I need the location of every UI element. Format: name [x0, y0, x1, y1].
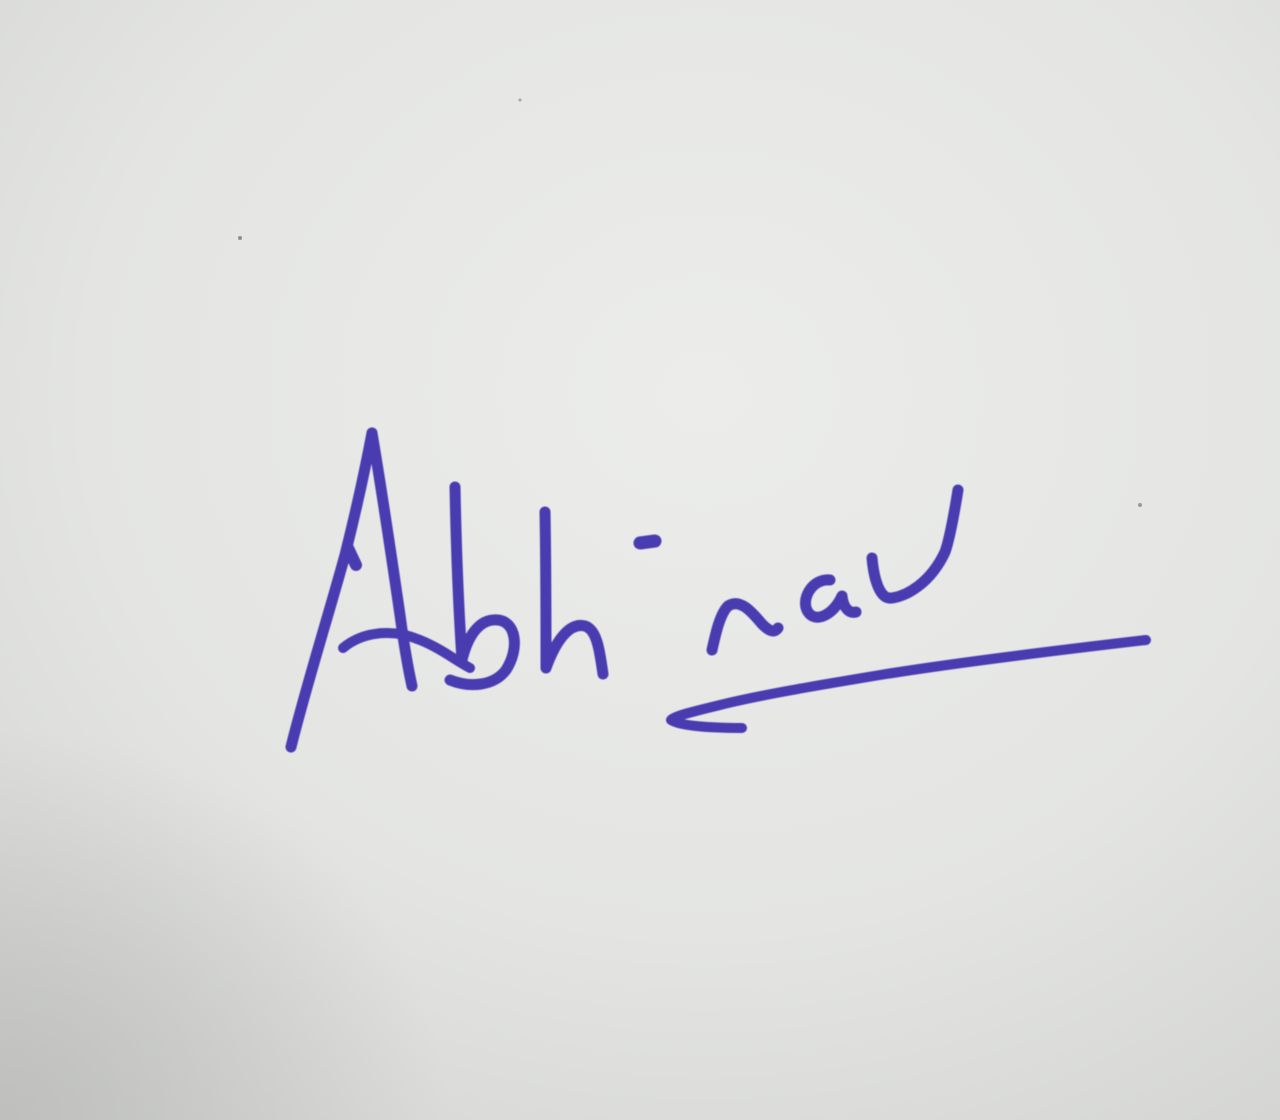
signature-letter-i-dot [640, 541, 655, 543]
paper-speck [1138, 503, 1142, 507]
signature-text: Abhinav [640, 1110, 645, 1111]
paper-speck [519, 99, 522, 102]
signature-ink-tick [348, 548, 356, 565]
paper-speck [238, 236, 242, 240]
